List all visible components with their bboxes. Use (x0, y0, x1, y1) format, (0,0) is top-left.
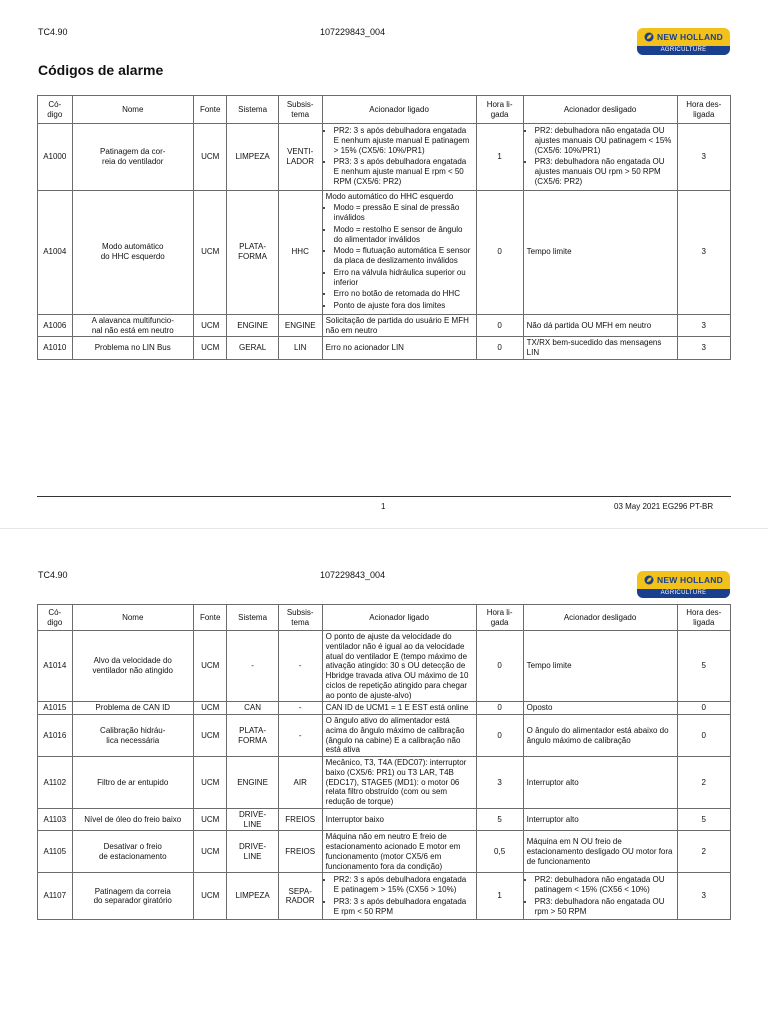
column-header: Acionador ligado (322, 96, 476, 124)
alarm-name-cell: Calibração hidráu- lica necessária (72, 715, 193, 757)
alarm-name-cell: Problema de CAN ID (72, 702, 193, 715)
trigger-on-intro: Modo automático do HHC esquerdo (325, 191, 454, 201)
column-header: Có- digo (38, 96, 73, 124)
header-model: TC4.90 (38, 27, 68, 37)
alarm-name-cell: Patinagem da correia do separador giratório (72, 873, 193, 920)
alarm-code-cell: A1105 (38, 831, 73, 873)
system-cell: GERAL (227, 337, 278, 360)
table-row (38, 808, 731, 831)
list-item: • PR3: debulhadora não engatada OU ajustes manuais OU rpm > 50 RPM (CX5/6: PR2) (535, 157, 674, 186)
trigger-on-cell: Interruptor baixo (322, 808, 476, 831)
trigger-on-list (326, 203, 473, 311)
subsystem-cell: SEPA- RADOR (278, 873, 322, 920)
source-cell: UCM (193, 831, 226, 873)
alarm-code-cell: A1015 (38, 702, 73, 715)
trigger-on-cell: O ângulo ativo do alimentador está acima do ângulo máximo de calibração (ângulo na cabine) E a calibração não está ativa (322, 715, 476, 757)
brand-logo (637, 571, 730, 598)
header-doc-id: 107229843_004 (320, 27, 386, 37)
system-cell: LIMPEZA (227, 124, 278, 191)
list-item: • PR3: debulhadora não engatada OU rpm > 50 RPM (535, 897, 674, 917)
trigger-on-cell: Solicitação de partida do usuário E MFH não em neutro (322, 314, 476, 337)
subsystem-cell: AIR (278, 757, 322, 809)
on-time-cell: 3 (476, 757, 523, 809)
subsystem-cell: HHC (278, 190, 322, 314)
system-cell: PLATA- FORMA (227, 715, 278, 757)
trigger-off-cell: TX/RX bem-sucedido das mensagens LIN (523, 337, 677, 360)
column-header: Subsis- tema (278, 605, 322, 631)
column-header: Nome (72, 605, 193, 631)
trigger-off-cell: Não dá partida OU MFH em neutro (523, 314, 677, 337)
list-item: • Modo = pressão E sinal de pressão inválidos (334, 203, 473, 223)
column-header: Acionador desligado (523, 605, 677, 631)
column-header: Fonte (193, 96, 226, 124)
table-row (38, 757, 731, 809)
off-time-cell: 5 (677, 631, 730, 702)
column-header: Acionador desligado (523, 96, 677, 124)
off-time-cell: 2 (677, 757, 730, 809)
source-cell: UCM (193, 314, 226, 337)
source-cell: UCM (193, 337, 226, 360)
list-item: • Erro no botão de retomada do HHC (334, 289, 473, 299)
source-cell: UCM (193, 190, 226, 314)
trigger-off-cell: Interruptor alto (523, 808, 677, 831)
logo-sub-text: AGRICULTURE (637, 46, 730, 55)
column-header: Hora li- gada (476, 96, 523, 124)
trigger-off-cell: Máquina em N OU freio de estacionamento desligado OU motor fora de funcionamento (523, 831, 677, 873)
column-header: Nome (72, 96, 193, 124)
list-item: • Ponto de ajuste fora dos limites (334, 301, 473, 311)
alarm-code-cell: A1103 (38, 808, 73, 831)
list-item: • PR2: debulhadora não engatada OU ajustes manuais OU patinagem < 15% (CX5/6: 10%/PR1) (535, 126, 674, 155)
alarm-code-cell: A1004 (38, 190, 73, 314)
off-time-cell: 0 (677, 715, 730, 757)
trigger-on-cell: Máquina não em neutro E freio de estacionamento acionado E motor em funcionamento (motor CX5/6 em funcionamento fora da condição) (322, 831, 476, 873)
system-cell: ENGINE (227, 757, 278, 809)
logo-brand-text: NEW HOLLAND (657, 575, 723, 585)
header-doc-id: 107229843_004 (320, 570, 386, 580)
on-time-cell: 0 (476, 702, 523, 715)
on-time-cell: 0 (476, 190, 523, 314)
trigger-on-list (326, 126, 473, 187)
page-separator (0, 528, 768, 543)
alarm-name-cell: Nível de óleo do freio baixo (72, 808, 193, 831)
table-row (38, 715, 731, 757)
table-row (38, 831, 731, 873)
alarm-name-cell: Desativar o freio de estacionamento (72, 831, 193, 873)
table-row (38, 873, 731, 920)
trigger-off-cell: Tempo limite (523, 190, 677, 314)
table-row (38, 314, 731, 337)
trigger-off-cell: Tempo limite (523, 631, 677, 702)
alarm-code-cell: A1016 (38, 715, 73, 757)
on-time-cell: 1 (476, 124, 523, 191)
off-time-cell: 2 (677, 831, 730, 873)
alarm-name-cell: Modo automático do HHC esquerdo (72, 190, 193, 314)
trigger-off-list (527, 875, 674, 916)
trigger-on-cell: Mecânico, T3, T4A (EDC07): interruptor baixo (CX5/6: PR1) ou T3 LAR, T4B (EDC17), STAGE5 (MD1): o motor 06 relata filtro obstruído (com ou sem redução de torque) (322, 757, 476, 809)
table-row (38, 190, 731, 314)
document-page-2 (0, 552, 768, 1024)
subsystem-cell: VENTI- LADOR (278, 124, 322, 191)
page-title: Códigos de alarme (38, 62, 164, 78)
on-time-cell: 0 (476, 631, 523, 702)
trigger-off-list (527, 126, 674, 187)
source-cell: UCM (193, 631, 226, 702)
list-item: • Modo = restolho E sensor de ângulo do alimentador inválidos (334, 225, 473, 245)
column-header: Fonte (193, 605, 226, 631)
trigger-off-cell: Oposto (523, 702, 677, 715)
list-item: • PR3: 3 s após debulhadora engatada E rpm < 50 RPM (334, 897, 473, 917)
system-cell: ENGINE (227, 314, 278, 337)
trigger-off-cell: Interruptor alto (523, 757, 677, 809)
list-item: • Erro na válvula hidráulica superior ou inferior (334, 268, 473, 288)
logo-brand-text: NEW HOLLAND (657, 32, 723, 42)
list-item: • PR3: 3 s após debulhadora engatada E nenhum ajuste manual E rpm < 50 RPM (CX5/6: PR2) (334, 157, 473, 186)
on-time-cell: 0 (476, 715, 523, 757)
trigger-off-cell (523, 124, 677, 191)
alarm-code-cell: A1107 (38, 873, 73, 920)
system-cell: LIMPEZA (227, 873, 278, 920)
alarm-name-cell: Patinagem da cor- reia do ventilador (72, 124, 193, 191)
source-cell: UCM (193, 715, 226, 757)
alarm-name-cell: Alvo da velocidade do ventilador não atingido (72, 631, 193, 702)
header-model: TC4.90 (38, 570, 68, 580)
list-item: • PR2: debulhadora não engatada OU patinagem < 15% (CX56 < 10%) (535, 875, 674, 895)
source-cell: UCM (193, 757, 226, 809)
subsystem-cell: FREIOS (278, 831, 322, 873)
on-time-cell: 0 (476, 337, 523, 360)
on-time-cell: 0,5 (476, 831, 523, 873)
source-cell: UCM (193, 873, 226, 920)
list-item: • Modo = flutuação automática E sensor da placa de deslizamento inválidos (334, 246, 473, 266)
on-time-cell: 1 (476, 873, 523, 920)
table-row (38, 337, 731, 360)
trigger-off-cell: O ângulo do alimentador está abaixo do ângulo máximo de calibração (523, 715, 677, 757)
column-header: Subsis- tema (278, 96, 322, 124)
subsystem-cell: FREIOS (278, 808, 322, 831)
trigger-on-cell (322, 190, 476, 314)
column-header: Acionador ligado (322, 605, 476, 631)
trigger-on-cell (322, 873, 476, 920)
trigger-on-cell (322, 124, 476, 191)
subsystem-cell: - (278, 702, 322, 715)
alarm-name-cell: Problema no LIN Bus (72, 337, 193, 360)
system-cell: - (227, 631, 278, 702)
system-cell: DRIVE- LINE (227, 831, 278, 873)
trigger-on-cell: O ponto de ajuste da velocidade do ventilador não é igual ao da velocidade atual do ventilador E (tempo máximo de ativação atingido: 30 s OU detecção de Hbridge travada ativa OU máximo de 10 ciclos de repetição atingido para chegar ao ponto de ajuste-alvo) (322, 631, 476, 702)
list-item: • PR2: 3 s após debulhadora engatada E patinagem > 15% (CX56 > 10%) (334, 875, 473, 895)
table-row (38, 702, 731, 715)
alarm-codes-table (37, 604, 731, 920)
off-time-cell: 5 (677, 808, 730, 831)
subsystem-cell: ENGINE (278, 314, 322, 337)
trigger-on-list (326, 875, 473, 916)
on-time-cell: 5 (476, 808, 523, 831)
leaf-logo-icon (644, 32, 654, 42)
subsystem-cell: LIN (278, 337, 322, 360)
system-cell: PLATA- FORMA (227, 190, 278, 314)
source-cell: UCM (193, 702, 226, 715)
list-item: • PR2: 3 s após debulhadora engatada E nenhum ajuste manual E patinagem > 15% (CX5/6: 10%/PR1) (334, 126, 473, 155)
column-header: Hora li- gada (476, 605, 523, 631)
column-header: Hora des- ligada (677, 96, 730, 124)
alarm-name-cell: A alavanca multifuncio- nal não está em neutro (72, 314, 193, 337)
footer-page-number: 1 (381, 502, 386, 511)
table-header-row (38, 96, 731, 124)
off-time-cell: 0 (677, 702, 730, 715)
alarm-code-cell: A1102 (38, 757, 73, 809)
alarm-code-cell: A1000 (38, 124, 73, 191)
off-time-cell: 3 (677, 190, 730, 314)
column-header: Có- digo (38, 605, 73, 631)
logo-sub-text: AGRICULTURE (637, 589, 730, 598)
alarm-name-cell: Filtro de ar entupido (72, 757, 193, 809)
off-time-cell: 3 (677, 337, 730, 360)
leaf-logo-icon (644, 575, 654, 585)
alarm-code-cell: A1006 (38, 314, 73, 337)
column-header: Sistema (227, 605, 278, 631)
off-time-cell: 3 (677, 314, 730, 337)
footer-date: 03 May 2021 EG296 PT-BR (614, 502, 714, 511)
alarm-code-cell: A1010 (38, 337, 73, 360)
system-cell: CAN (227, 702, 278, 715)
on-time-cell: 0 (476, 314, 523, 337)
off-time-cell: 3 (677, 873, 730, 920)
subsystem-cell: - (278, 631, 322, 702)
alarm-code-cell: A1014 (38, 631, 73, 702)
brand-logo (637, 28, 730, 55)
alarm-codes-table (37, 95, 731, 360)
column-header: Sistema (227, 96, 278, 124)
system-cell: DRIVE- LINE (227, 808, 278, 831)
subsystem-cell: - (278, 715, 322, 757)
source-cell: UCM (193, 124, 226, 191)
source-cell: UCM (193, 808, 226, 831)
column-header: Hora des- ligada (677, 605, 730, 631)
trigger-on-cell: CAN ID de UCM1 = 1 E EST está online (322, 702, 476, 715)
off-time-cell: 3 (677, 124, 730, 191)
trigger-on-cell: Erro no acionador LIN (322, 337, 476, 360)
table-row (38, 124, 731, 191)
table-header-row (38, 605, 731, 631)
table-row (38, 631, 731, 702)
footer-divider (37, 496, 731, 497)
trigger-off-cell (523, 873, 677, 920)
